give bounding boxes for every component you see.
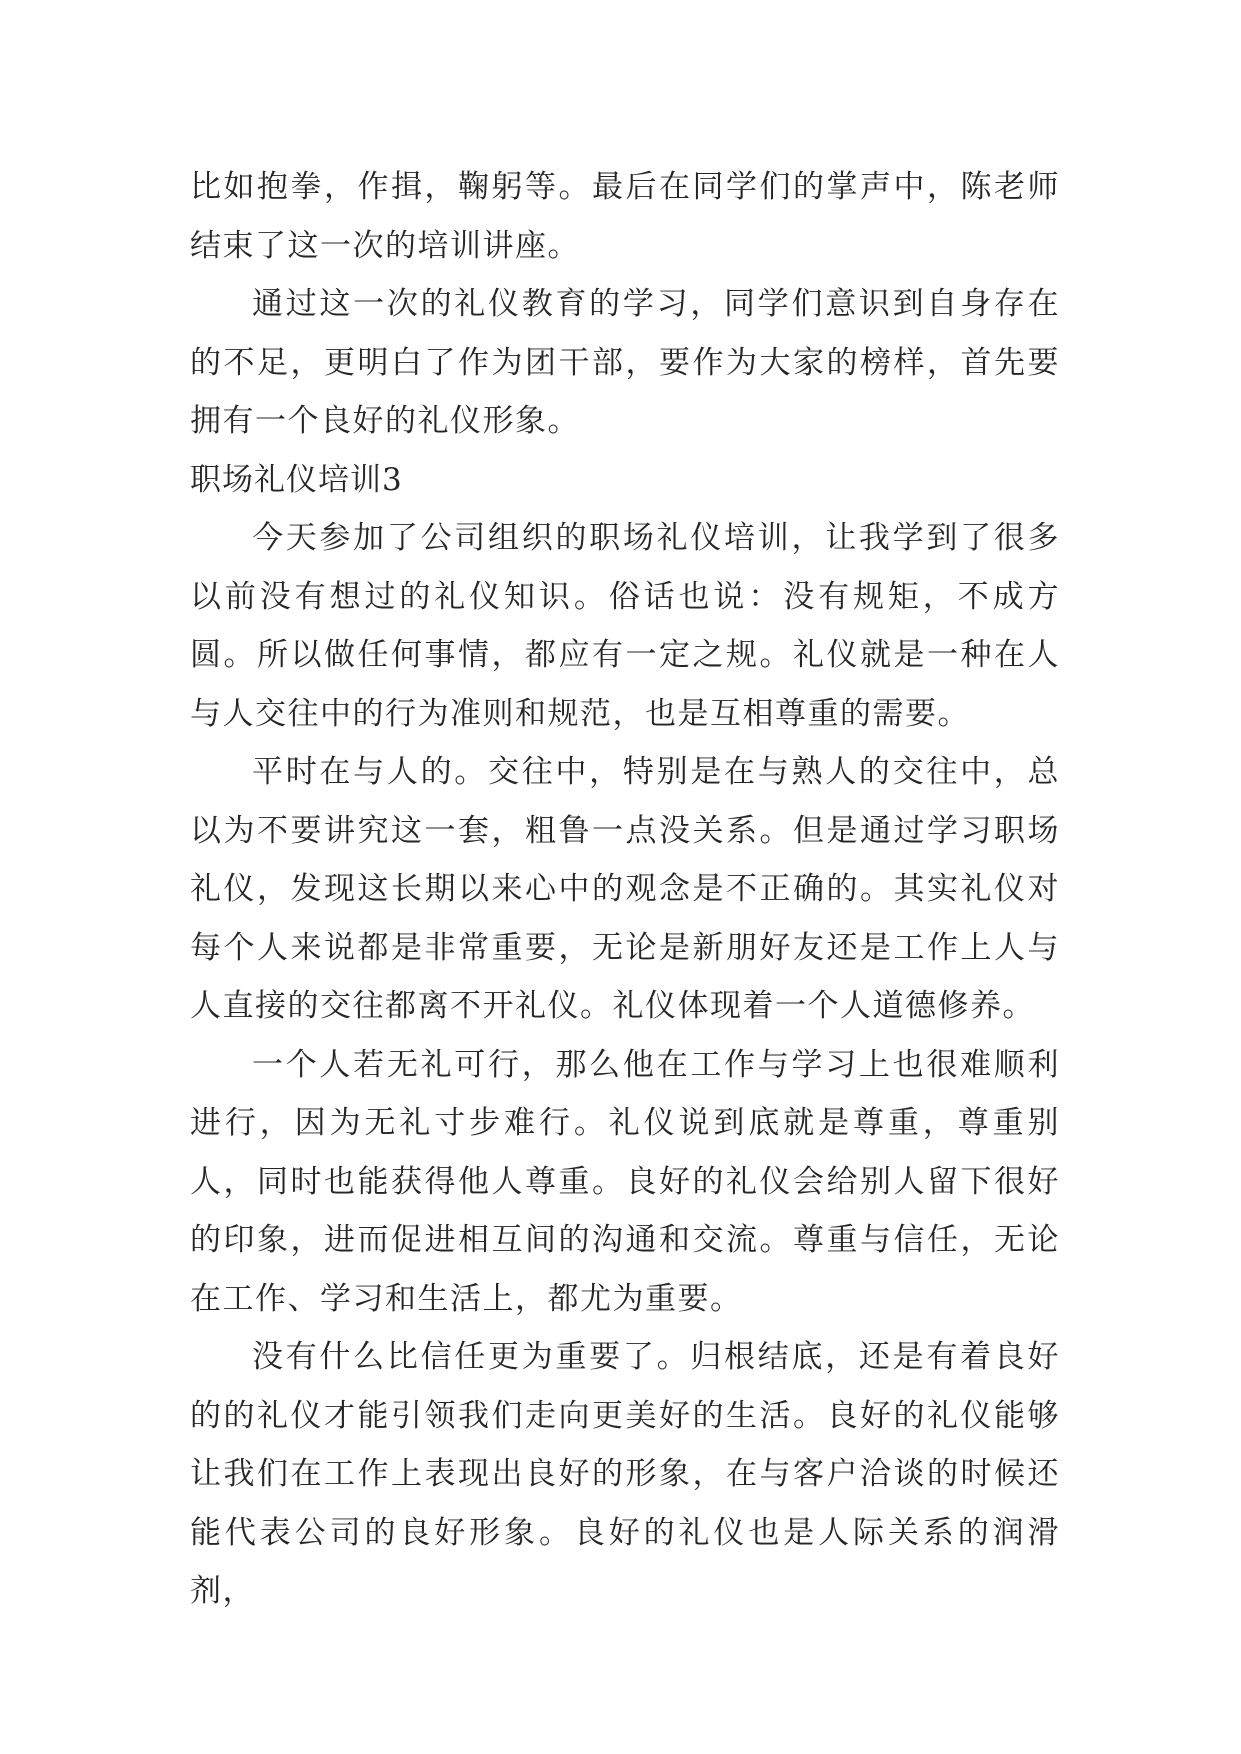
document-body — [190, 158, 1060, 1621]
paragraph: 平时在与人的。交往中，特别是在与熟人的交往中，总以为不要讲究这一套，粗鲁一点没关系。但是通过学习职场礼仪，发现这长期以来心中的观念是不正确的。其实礼仪对每个人来说都是非常重要，无论是新朋好友还是工作上人与人直接的交往都离不开礼仪。礼仪体现着一个人道德修养。 — [190, 754, 1060, 1024]
paragraph: 没有什么比信任更为重要了。归根结底，还是有着良好的的礼仪才能引领我们走向更美好的生活。良好的礼仪能够让我们在工作上表现出良好的形象，在与客户洽谈的时候还能代表公司的良好形象。良好的礼仪也是人际关系的润滑剂， — [190, 1339, 1060, 1609]
paragraph: 比如抱拳，作揖，鞠躬等。最后在同学们的掌声中，陈老师结束了这一次的培训讲座。 — [190, 169, 1060, 264]
section-title: 职场礼仪培训3 — [190, 461, 403, 498]
paragraph: 今天参加了公司组织的职场礼仪培训，让我学到了很多以前没有想过的礼仪知识。俗话也说：没有规矩，不成方圆。所以做任何事情，都应有一定之规。礼仪就是一种在人与人交往中的行为准则和规范，也是互相尊重的需要。 — [190, 520, 1060, 732]
paragraph: 通过这一次的礼仪教育的学习，同学们意识到自身存在的不足，更明白了作为团干部，要作为大家的榜样，首先要拥有一个良好的礼仪形象。 — [190, 286, 1060, 439]
paragraph: 一个人若无礼可行，那么他在工作与学习上也很难顺利进行，因为无礼寸步难行。礼仪说到底就是尊重，尊重别人，同时也能获得他人尊重。良好的礼仪会给别人留下很好的印象，进而促进相互间的沟通和交流。尊重与信任，无论在工作、学习和生活上，都尤为重要。 — [190, 1046, 1060, 1317]
